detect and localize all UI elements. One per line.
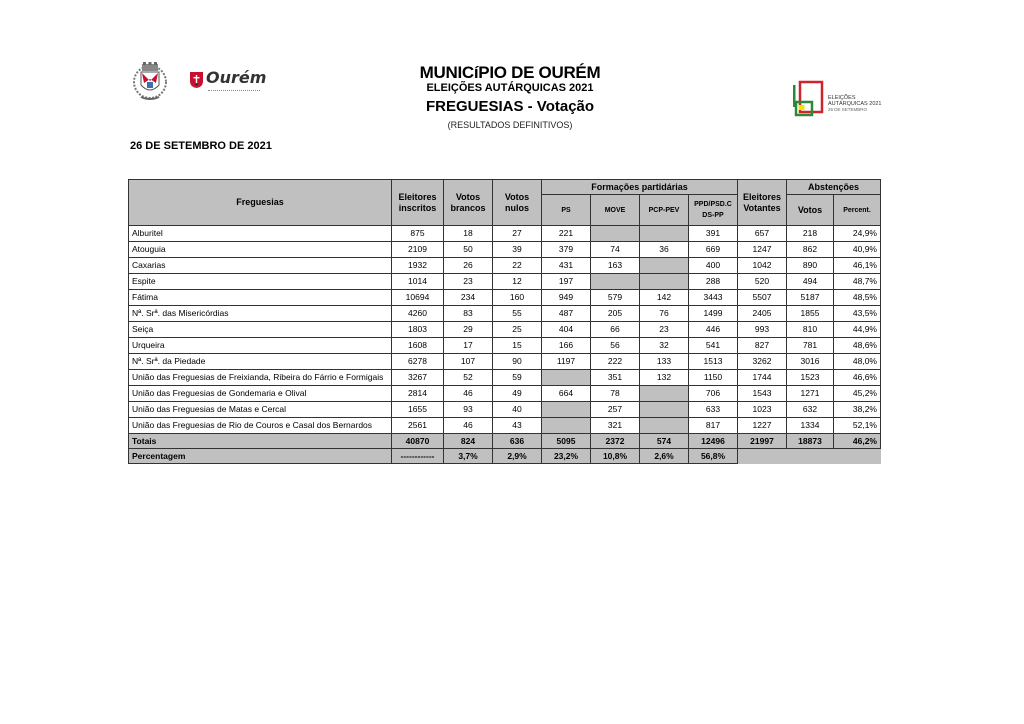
cell-pcp: 76 — [640, 306, 689, 322]
freguesia-name: Nª. Srª. das Misericórdias — [129, 306, 392, 322]
cell-pcp — [640, 418, 689, 434]
cell-ppd: 1499 — [689, 306, 738, 322]
col-header-ppd-psd-cds-pp: PPD/PSD.C DS-PP — [689, 195, 738, 226]
cell-nulos: 160 — [493, 290, 542, 306]
total-ppd: 12496 — [689, 434, 738, 449]
freguesia-name: União das Freguesias de Rio de Couros e Casal dos Bernardos — [129, 418, 392, 434]
total-ps: 5095 — [542, 434, 591, 449]
cell-ppd: 3443 — [689, 290, 738, 306]
percent-move: 10,8% — [591, 449, 640, 464]
cell-move: 163 — [591, 258, 640, 274]
col-header-eleitores-votantes: Eleitores Votantes — [738, 180, 787, 226]
cell-brancos: 50 — [444, 242, 493, 258]
cell-move: 579 — [591, 290, 640, 306]
cell-brancos: 17 — [444, 338, 493, 354]
table-row — [129, 338, 881, 354]
cell-brancos: 46 — [444, 418, 493, 434]
cell-nulos: 40 — [493, 402, 542, 418]
cell-pcp — [640, 274, 689, 290]
cell-nulos: 12 — [493, 274, 542, 290]
total-abst: 18873 — [787, 434, 834, 449]
cell-ps: 197 — [542, 274, 591, 290]
cell-abst: 810 — [787, 322, 834, 338]
cell-pct: 48,6% — [834, 338, 881, 354]
cell-ppd: 446 — [689, 322, 738, 338]
cell-pcp — [640, 386, 689, 402]
cell-pcp — [640, 402, 689, 418]
cell-votantes: 5507 — [738, 290, 787, 306]
cell-nulos: 25 — [493, 322, 542, 338]
table-row — [129, 274, 881, 290]
cell-abst: 862 — [787, 242, 834, 258]
cell-nulos: 55 — [493, 306, 542, 322]
freguesia-name: Alburitel — [129, 226, 392, 242]
cell-pcp — [640, 226, 689, 242]
cell-ppd: 391 — [689, 226, 738, 242]
cell-pct: 48,7% — [834, 274, 881, 290]
col-header-abstencoes-percent: Percent. — [834, 195, 881, 226]
table-row — [129, 226, 881, 242]
cell-pct: 40,9% — [834, 242, 881, 258]
ourem-logo-tagline — [208, 90, 260, 93]
cell-ps: 404 — [542, 322, 591, 338]
cell-ps: 166 — [542, 338, 591, 354]
cell-ppd: 669 — [689, 242, 738, 258]
freguesia-name: Fátima — [129, 290, 392, 306]
cell-votantes: 993 — [738, 322, 787, 338]
table-row — [129, 290, 881, 306]
col-header-abstencoes: Abstenções — [787, 180, 881, 195]
cell-ppd: 633 — [689, 402, 738, 418]
cell-nulos: 90 — [493, 354, 542, 370]
election-date: 26 DE SETEMBRO DE 2021 — [130, 140, 272, 152]
cell-ppd: 1150 — [689, 370, 738, 386]
col-header-formacoes-partidarias: Formações partidárias — [542, 180, 738, 195]
cell-abst: 218 — [787, 226, 834, 242]
cell-ppd: 400 — [689, 258, 738, 274]
cell-move: 205 — [591, 306, 640, 322]
col-header-votos-brancos: Votos brancos — [444, 180, 493, 226]
total-inscritos: 40870 — [392, 434, 444, 449]
col-header-votos-nulos: Votos nulos — [493, 180, 542, 226]
total-move: 2372 — [591, 434, 640, 449]
cell-abst: 1855 — [787, 306, 834, 322]
document-header — [380, 63, 640, 131]
cell-pcp: 32 — [640, 338, 689, 354]
cell-abst: 632 — [787, 402, 834, 418]
cell-pcp: 36 — [640, 242, 689, 258]
cell-votantes: 1543 — [738, 386, 787, 402]
col-header-move: MOVE — [591, 195, 640, 226]
col-header-ps: PS — [542, 195, 591, 226]
cell-pcp: 133 — [640, 354, 689, 370]
elections-logo-line-3: 26 DE SETEMBRO — [828, 107, 868, 112]
cell-inscritos: 6278 — [392, 354, 444, 370]
cell-pcp: 132 — [640, 370, 689, 386]
cell-abst: 1523 — [787, 370, 834, 386]
cell-brancos: 26 — [444, 258, 493, 274]
cell-inscritos: 2814 — [392, 386, 444, 402]
cell-nulos: 49 — [493, 386, 542, 402]
cell-inscritos: 1932 — [392, 258, 444, 274]
col-header-eleitores-inscritos: Eleitores inscritos — [392, 180, 444, 226]
ourem-logo-text: Ourém — [206, 68, 267, 87]
cell-ps — [542, 402, 591, 418]
percent-inscritos: ------------ — [392, 449, 444, 464]
cell-ps: 949 — [542, 290, 591, 306]
freguesia-name: Seiça — [129, 322, 392, 338]
percent-nulos: 2,9% — [493, 449, 542, 464]
cell-abst: 5187 — [787, 290, 834, 306]
cell-ppd: 706 — [689, 386, 738, 402]
municipality-crest-logo — [131, 61, 169, 101]
cell-pct: 44,9% — [834, 322, 881, 338]
cell-pct: 52,1% — [834, 418, 881, 434]
percent-pcp: 2,6% — [640, 449, 689, 464]
freguesia-name: Espite — [129, 274, 392, 290]
section-title: FREGUESIAS - Votação — [425, 98, 595, 115]
elections-logo-line-1: ELEIÇÕES — [828, 95, 856, 101]
results-note: (RESULTADOS DEFINITIVOS) — [447, 120, 573, 130]
cell-pct: 46,1% — [834, 258, 881, 274]
cell-abst: 1334 — [787, 418, 834, 434]
cell-move: 321 — [591, 418, 640, 434]
cell-pct: 43,5% — [834, 306, 881, 322]
table-row — [129, 386, 881, 402]
cell-move: 74 — [591, 242, 640, 258]
col-header-abstencoes-votos: Votos — [787, 195, 834, 226]
cell-move — [591, 226, 640, 242]
cell-pcp: 23 — [640, 322, 689, 338]
cell-move: 66 — [591, 322, 640, 338]
ourem-logo — [190, 70, 270, 96]
cell-nulos: 22 — [493, 258, 542, 274]
cell-abst: 1271 — [787, 386, 834, 402]
cell-abst: 781 — [787, 338, 834, 354]
table-row — [129, 354, 881, 370]
cell-brancos: 18 — [444, 226, 493, 242]
table-row — [129, 306, 881, 322]
cell-votantes: 1227 — [738, 418, 787, 434]
table-row — [129, 258, 881, 274]
cell-ppd: 288 — [689, 274, 738, 290]
cell-votantes: 2405 — [738, 306, 787, 322]
elections-logo-line-2: AUTÁRQUICAS 2021 — [828, 101, 882, 107]
cell-ps: 664 — [542, 386, 591, 402]
cell-ppd: 1513 — [689, 354, 738, 370]
cell-move — [591, 274, 640, 290]
cell-pct: 24,9% — [834, 226, 881, 242]
cell-nulos: 39 — [493, 242, 542, 258]
cell-brancos: 93 — [444, 402, 493, 418]
col-header-freguesias: Freguesias — [129, 180, 392, 226]
cell-move: 351 — [591, 370, 640, 386]
table-row — [129, 322, 881, 338]
cell-inscritos: 1608 — [392, 338, 444, 354]
empty-cell — [787, 449, 834, 464]
page-title: MUNICíPIO DE OURÉM — [419, 63, 601, 82]
freguesia-name: Nª. Srª. da Piedade — [129, 354, 392, 370]
percentage-label: Percentagem — [129, 449, 392, 464]
cell-pcp — [640, 258, 689, 274]
cell-inscritos: 1014 — [392, 274, 444, 290]
freguesia-name: União das Freguesias de Gondemaria e Olival — [129, 386, 392, 402]
cell-nulos: 15 — [493, 338, 542, 354]
totals-label: Totais — [129, 434, 392, 449]
cell-votantes: 1042 — [738, 258, 787, 274]
total-brancos: 824 — [444, 434, 493, 449]
freguesia-name: União das Freguesias de Matas e Cercal — [129, 402, 392, 418]
cell-brancos: 29 — [444, 322, 493, 338]
cell-move: 56 — [591, 338, 640, 354]
cell-ppd: 541 — [689, 338, 738, 354]
cell-brancos: 23 — [444, 274, 493, 290]
percent-brancos: 3,7% — [444, 449, 493, 464]
cell-ps: 1197 — [542, 354, 591, 370]
total-nulos: 636 — [493, 434, 542, 449]
total-pct: 46,2% — [834, 434, 881, 449]
cell-inscritos: 2109 — [392, 242, 444, 258]
cell-move: 78 — [591, 386, 640, 402]
cell-ps: 221 — [542, 226, 591, 242]
table-row — [129, 418, 881, 434]
total-pcp: 574 — [640, 434, 689, 449]
empty-cell — [834, 449, 881, 464]
empty-cell — [738, 449, 787, 464]
cell-votantes: 1247 — [738, 242, 787, 258]
cell-inscritos: 3267 — [392, 370, 444, 386]
cell-inscritos: 10694 — [392, 290, 444, 306]
cell-inscritos: 2561 — [392, 418, 444, 434]
percent-ps: 23,2% — [542, 449, 591, 464]
cell-move: 257 — [591, 402, 640, 418]
cell-move: 222 — [591, 354, 640, 370]
cell-nulos: 27 — [493, 226, 542, 242]
ourem-shield-icon — [190, 72, 203, 88]
cell-abst: 890 — [787, 258, 834, 274]
cell-pct: 45,2% — [834, 386, 881, 402]
cell-abst: 494 — [787, 274, 834, 290]
cell-inscritos: 1655 — [392, 402, 444, 418]
cell-ps: 487 — [542, 306, 591, 322]
table-row — [129, 370, 881, 386]
percentage-row — [129, 449, 881, 464]
cell-brancos: 107 — [444, 354, 493, 370]
page-subtitle: ELEIÇÕES AUTÁRQUICAS 2021 — [426, 82, 594, 94]
cell-ps: 431 — [542, 258, 591, 274]
cell-votantes: 827 — [738, 338, 787, 354]
cell-votantes: 520 — [738, 274, 787, 290]
results-table — [128, 179, 881, 464]
freguesia-name: Atouguia — [129, 242, 392, 258]
cell-votantes: 657 — [738, 226, 787, 242]
cell-brancos: 234 — [444, 290, 493, 306]
cell-inscritos: 1803 — [392, 322, 444, 338]
cell-pct: 38,2% — [834, 402, 881, 418]
cell-brancos: 52 — [444, 370, 493, 386]
freguesia-name: Caxarias — [129, 258, 392, 274]
col-header-pcp-pev: PCP-PEV — [640, 195, 689, 226]
cell-brancos: 46 — [444, 386, 493, 402]
table-row — [129, 242, 881, 258]
cell-pct: 48,5% — [834, 290, 881, 306]
cell-nulos: 59 — [493, 370, 542, 386]
freguesia-name: União das Freguesias de Freixianda, Ribeira do Fárrio e Formigais — [129, 370, 392, 386]
elections-logo — [793, 80, 893, 122]
cell-votantes: 1023 — [738, 402, 787, 418]
cell-inscritos: 875 — [392, 226, 444, 242]
cell-brancos: 83 — [444, 306, 493, 322]
cell-abst: 3016 — [787, 354, 834, 370]
cell-nulos: 43 — [493, 418, 542, 434]
freguesia-name: Urqueira — [129, 338, 392, 354]
cell-pct: 48,0% — [834, 354, 881, 370]
cell-inscritos: 4260 — [392, 306, 444, 322]
cell-ps — [542, 370, 591, 386]
cell-ps: 379 — [542, 242, 591, 258]
totals-row — [129, 434, 881, 449]
table-row — [129, 402, 881, 418]
cell-votantes: 3262 — [738, 354, 787, 370]
percent-ppd: 56,8% — [689, 449, 738, 464]
cell-pct: 46,6% — [834, 370, 881, 386]
total-votantes: 21997 — [738, 434, 787, 449]
cell-pcp: 142 — [640, 290, 689, 306]
cell-votantes: 1744 — [738, 370, 787, 386]
cell-ps — [542, 418, 591, 434]
cell-ppd: 817 — [689, 418, 738, 434]
